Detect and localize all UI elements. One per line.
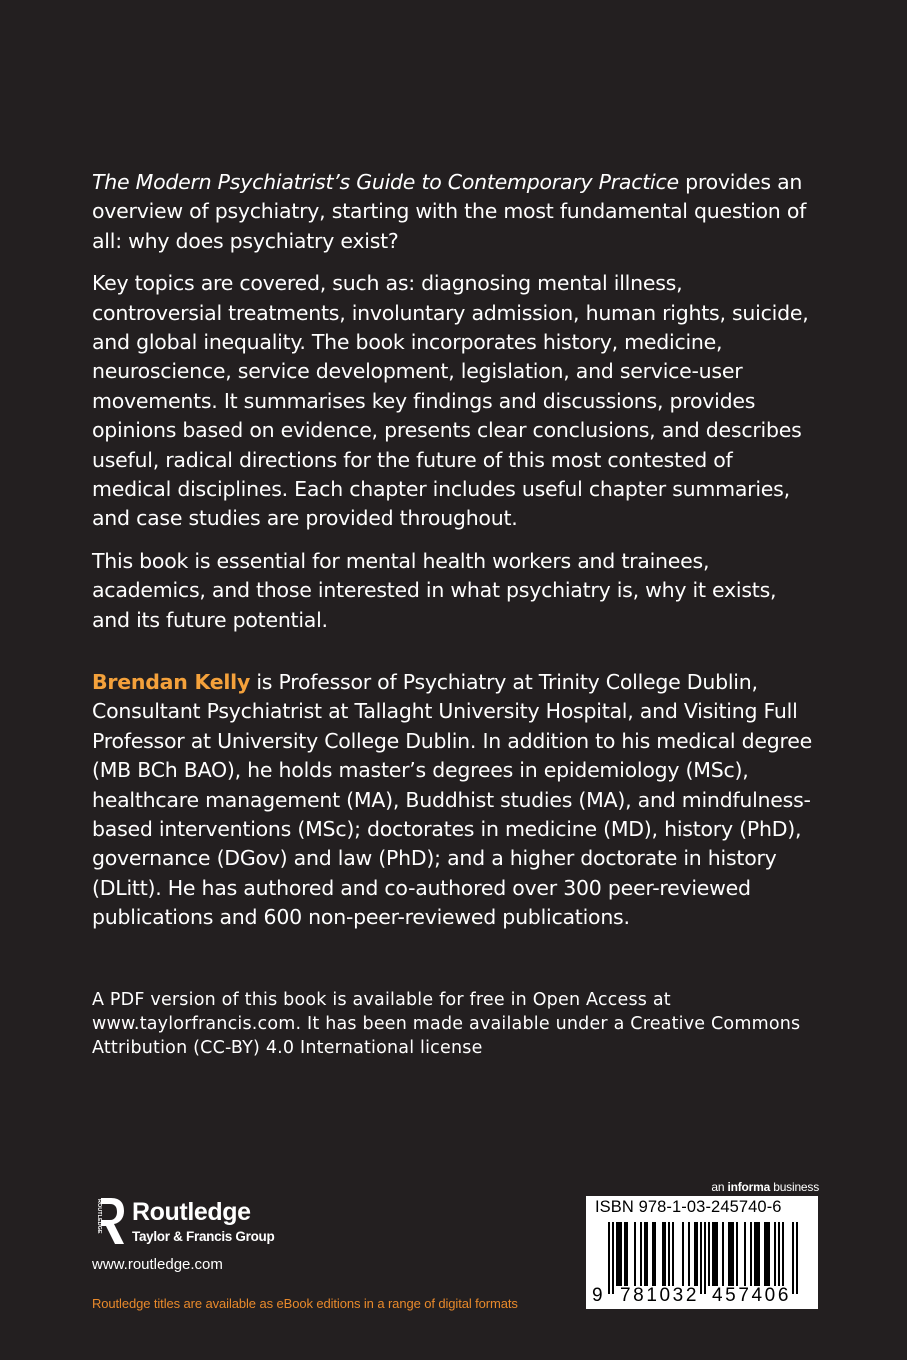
open-access-note: [92, 988, 832, 1060]
informa-brand: informa: [727, 1180, 771, 1194]
isbn-label: ISBN 978-1-03-245740-6: [595, 1198, 782, 1216]
open-access-line-3: Attribution (CC-BY) 4.0 International license: [92, 1038, 483, 1058]
barcode-guard-bar: [700, 1222, 702, 1294]
informa-prefix: an: [711, 1180, 728, 1194]
publisher-name: Routledge: [132, 1198, 251, 1226]
barcode-digits-right: 457406: [712, 1285, 792, 1306]
barcode-digits-left: 781032: [620, 1285, 700, 1306]
publisher-group: Taylor & Francis Group: [132, 1229, 275, 1244]
informa-business-tagline: [711, 1180, 819, 1194]
barcode-bar: [768, 1222, 770, 1286]
barcode-bar: [624, 1222, 626, 1286]
barcode-bar: [774, 1222, 776, 1286]
barcode-bar: [708, 1222, 710, 1286]
barcode-bar: [644, 1222, 646, 1286]
barcode-bar: [688, 1222, 690, 1286]
barcode-bar: [764, 1222, 766, 1286]
barcode-bar: [722, 1222, 724, 1286]
blurb-intro-text: provides an overview of psychiatry, starting with the most fundamental question of all: why does psychiatry exist?: [92, 170, 807, 253]
book-title: The Modern Psychiatrist’s Guide to Contemporary Practice: [92, 170, 679, 194]
barcode-bar: [730, 1222, 732, 1286]
open-access-line-2: www.taylorfrancis.com. It has been made available under a Creative Commons: [92, 1014, 801, 1034]
barcode-bar: [620, 1222, 622, 1286]
author-bio-paragraph: [92, 668, 812, 933]
routledge-r-icon: [92, 1196, 126, 1251]
barcode-bar: [616, 1222, 618, 1286]
barcode-bar: [756, 1222, 758, 1286]
barcode-bar: [646, 1222, 648, 1286]
barcode-bar: [654, 1222, 656, 1286]
barcode-guard-bar: [796, 1222, 798, 1294]
barcode-bar: [694, 1222, 696, 1286]
blurb-paragraph-1: [92, 168, 812, 256]
barcode-bar: [668, 1222, 670, 1286]
barcode-bar: [736, 1222, 738, 1286]
barcode-guard-bar: [608, 1222, 610, 1294]
barcode-bar: [664, 1222, 666, 1286]
routledge-logo: [92, 1196, 282, 1252]
author-name: Brendan Kelly: [92, 670, 251, 694]
barcode-bar: [640, 1222, 642, 1286]
barcode-bar: [758, 1222, 760, 1286]
barcode-bar: [782, 1222, 784, 1286]
barcode-bar: [744, 1222, 746, 1286]
barcode-guard-bar: [704, 1222, 706, 1294]
barcode-bar: [682, 1222, 684, 1286]
barcode-bar: [696, 1222, 698, 1286]
barcode-bar: [750, 1222, 752, 1286]
barcode-guard-bar: [792, 1222, 794, 1294]
open-access-line-1: A PDF version of this book is available for free in Open Access at: [92, 990, 671, 1010]
barcode-bar: [778, 1222, 780, 1286]
routledge-mark-vertical-text: ROUTLEDGE: [96, 1199, 102, 1234]
barcode-bar: [618, 1222, 620, 1286]
barcode-bar: [732, 1222, 734, 1286]
back-cover-blurb: [92, 168, 812, 648]
isbn-barcode: [586, 1196, 818, 1309]
blurb-paragraph-3: This book is essential for mental health workers and trainees, academics, and those interested in what psychiatry is, why it exists, and its future potential.: [92, 548, 777, 632]
barcode-bar: [754, 1222, 756, 1286]
publisher-url: www.routledge.com: [92, 1256, 223, 1273]
barcode-digit-first: 9: [592, 1285, 603, 1306]
barcode-bar: [626, 1222, 628, 1286]
author-bio: [92, 668, 812, 933]
barcode-bar: [634, 1222, 636, 1286]
barcode-bar: [712, 1222, 714, 1286]
informa-suffix: business: [770, 1180, 819, 1194]
blurb-paragraph-2: Key topics are covered, such as: diagnosing mental illness, controversial treatments, involuntary admission, human rights, suicide, and global inequality. The book incorporates history, medicine, neuroscience, service development, legislation, and service-user movements. It summarises key findings and discussions, provides opinions based on evidence, presents clear conclusions, and describes useful, radical directions for the future of this most contested of medical disciplines. Each chapter includes useful chapter summaries, and case studies are provided throughout.: [92, 271, 809, 531]
barcode-bar: [672, 1222, 674, 1286]
author-bio-text: is Professor of Psychiatry at Trinity College Dublin, Consultant Psychiatrist at Tallaght University Hospital, and Visiting Full Professor at University College Dublin. In addition to his medical degree (MB BCh BAO), he holds master’s degrees in epidemiology (MSc), healthcare management (MA), Buddhist studies (MA), and mindfulness-based interventions (MSc); doctorates in medicine (MD), history (PhD), governance (DGov) and law (PhD); and a higher doctorate in history (DLitt). He has authored and co-authored over 300 peer-reviewed publications and 600 non-peer-reviewed publications.: [92, 670, 812, 930]
barcode-bar: [652, 1222, 654, 1286]
barcode-bar: [766, 1222, 768, 1286]
barcode-bar: [662, 1222, 664, 1286]
barcode-bar: [714, 1222, 716, 1286]
barcode-digits: [586, 1285, 818, 1307]
ebook-note: Routledge titles are available as eBook editions in a range of digital formats: [92, 1296, 518, 1311]
barcode-bar: [716, 1222, 718, 1286]
barcode-bar: [728, 1222, 730, 1286]
barcode-guard-bar: [612, 1222, 614, 1294]
